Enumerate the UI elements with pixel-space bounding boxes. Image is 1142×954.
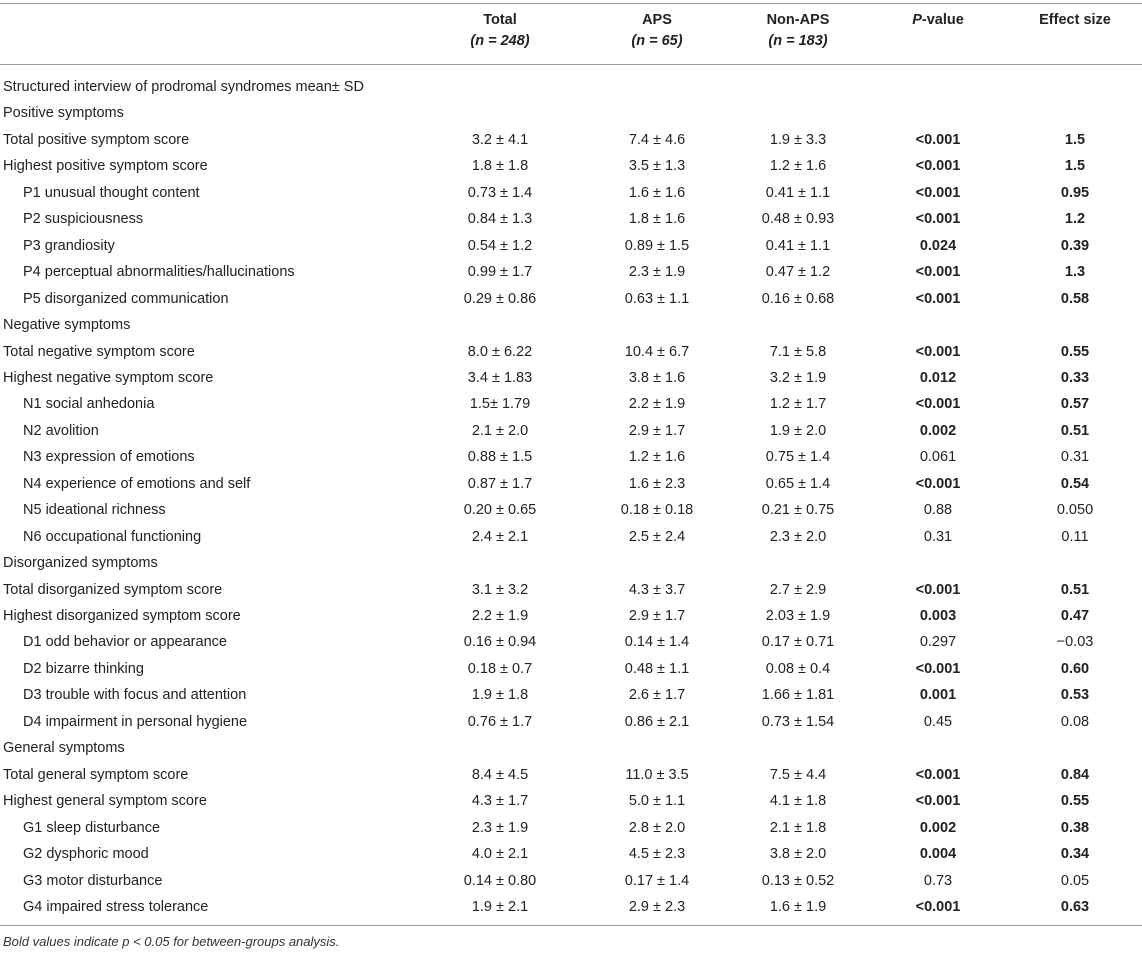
aps-value: 11.0 ± 3.5 (625, 766, 689, 783)
aps-value: 3.8 ± 1.6 (628, 369, 686, 386)
total-value: 3.2 ± 4.1 (471, 131, 529, 148)
aps-value: 1.2 ± 1.6 (628, 449, 686, 466)
row-label: Disorganized symptoms (3, 555, 158, 572)
table-row (0, 312, 1142, 338)
table-row (0, 603, 1142, 629)
table-row (0, 339, 1142, 365)
row-label: G2 dysphoric mood (23, 846, 149, 863)
row-label: Total general symptom score (3, 766, 189, 783)
p-value: 0.001 (919, 687, 957, 704)
nonaps-value: 0.48 ± 0.93 (761, 211, 835, 228)
row-label: P1 unusual thought content (23, 184, 200, 201)
nonaps-value: 0.65 ± 1.4 (765, 475, 831, 492)
row-label: N4 experience of emotions and self (23, 475, 251, 492)
total-value: 2.4 ± 2.1 (471, 528, 529, 545)
p-value: 0.004 (919, 846, 957, 863)
aps-value: 0.14 ± 1.4 (624, 634, 690, 651)
aps-value: 0.86 ± 2.1 (624, 713, 690, 730)
bottom-rule (0, 925, 1142, 926)
row-label: N6 occupational functioning (23, 528, 202, 545)
table-row (0, 233, 1142, 259)
header-aps (587, 10, 727, 56)
aps-value: 7.4 ± 4.6 (628, 131, 686, 148)
table-row (0, 762, 1142, 788)
effect-size-value: 0.53 (1060, 687, 1090, 704)
table-row (0, 153, 1142, 179)
header-total (430, 10, 570, 56)
row-label: Negative symptoms (3, 317, 131, 334)
p-value: <0.001 (915, 660, 961, 677)
p-value: <0.001 (915, 793, 961, 810)
effect-size-value: 0.84 (1060, 766, 1090, 783)
p-value: 0.88 (923, 502, 953, 519)
effect-size-value: 1.5 (1064, 131, 1086, 148)
p-value: 0.297 (919, 634, 957, 651)
total-value: 8.0 ± 6.22 (467, 343, 533, 360)
row-label: N1 social anhedonia (23, 396, 155, 413)
p-value: 0.024 (919, 237, 957, 254)
table-row (0, 391, 1142, 417)
total-value: 0.29 ± 0.86 (463, 290, 537, 307)
effect-size-value: 0.58 (1060, 290, 1090, 307)
p-value: 0.012 (919, 369, 957, 386)
table-row (0, 180, 1142, 206)
aps-value: 1.8 ± 1.6 (628, 211, 686, 228)
total-value: 0.20 ± 0.65 (463, 502, 537, 519)
total-value: 0.88 ± 1.5 (467, 449, 533, 466)
effect-size-value: 0.11 (1061, 528, 1089, 545)
row-label: D2 bizarre thinking (23, 660, 144, 677)
total-value: 0.76 ± 1.7 (467, 713, 533, 730)
table-row (0, 682, 1142, 708)
total-value: 0.84 ± 1.3 (467, 211, 533, 228)
effect-size-value: 0.60 (1060, 660, 1090, 677)
header-nonaps-label: Non-APS (766, 12, 830, 28)
aps-value: 10.4 ± 6.7 (624, 343, 690, 360)
nonaps-value: 1.9 ± 2.0 (769, 422, 827, 439)
row-label: G1 sleep disturbance (23, 819, 161, 836)
effect-size-value: 1.5 (1064, 158, 1086, 175)
aps-value: 2.8 ± 2.0 (628, 819, 686, 836)
p-value: 0.061 (919, 449, 957, 466)
row-label: Structured interview of prodromal syndromes mean± SD (3, 79, 364, 95)
total-value: 1.5± 1.79 (469, 396, 531, 413)
table-row (0, 286, 1142, 312)
effect-size-value: 0.57 (1060, 396, 1090, 413)
nonaps-value: 7.5 ± 4.4 (769, 766, 827, 783)
p-value: 0.002 (919, 819, 957, 836)
row-label: P4 perceptual abnormalities/hallucinations (23, 264, 295, 281)
total-value: 1.8 ± 1.8 (471, 158, 529, 175)
p-value: <0.001 (915, 264, 961, 281)
table-row (0, 259, 1142, 285)
header-total-label: Total (483, 12, 517, 28)
table-row (0, 841, 1142, 867)
effect-size-value: 0.08 (1060, 713, 1090, 730)
row-label: D4 impairment in personal hygiene (23, 713, 248, 730)
total-value: 0.73 ± 1.4 (467, 184, 533, 201)
header-effect-size (1008, 10, 1142, 56)
header-pvalue (868, 10, 1008, 56)
total-value: 0.16 ± 0.94 (463, 634, 537, 651)
total-value: 4.3 ± 1.7 (471, 793, 529, 810)
table-row (0, 735, 1142, 761)
total-value: 0.99 ± 1.7 (467, 264, 533, 281)
effect-size-value: 0.51 (1060, 581, 1090, 598)
top-rule (0, 3, 1142, 4)
total-value: 2.3 ± 1.9 (471, 819, 529, 836)
p-value: <0.001 (915, 766, 961, 783)
table-row (0, 100, 1142, 126)
header-pvalue-rest: -value (921, 12, 964, 28)
p-value: 0.003 (919, 608, 957, 624)
nonaps-value: 1.66 ± 1.81 (761, 687, 835, 704)
total-value: 8.4 ± 4.5 (471, 766, 529, 783)
nonaps-value: 0.16 ± 0.68 (761, 290, 835, 307)
row-label: G3 motor disturbance (23, 872, 163, 889)
effect-size-value: 1.3 (1064, 264, 1086, 281)
header-nonaps-n: (n = 183) (768, 33, 828, 49)
row-label: Highest general symptom score (3, 793, 207, 810)
aps-value: 2.3 ± 1.9 (628, 264, 686, 281)
aps-value: 3.5 ± 1.3 (628, 158, 686, 175)
effect-size-value: 1.2 (1064, 211, 1086, 228)
row-label: Positive symptoms (3, 105, 124, 122)
aps-value: 2.6 ± 1.7 (628, 687, 686, 704)
effect-size-value: 0.54 (1060, 475, 1090, 492)
aps-value: 2.9 ± 1.7 (628, 422, 686, 439)
table-row (0, 629, 1142, 655)
total-value: 2.2 ± 1.9 (471, 608, 529, 624)
p-value: 0.73 (923, 872, 953, 889)
aps-value: 2.9 ± 1.7 (628, 608, 686, 624)
effect-size-value: 0.63 (1060, 898, 1090, 915)
row-label: P5 disorganized communication (23, 290, 229, 307)
p-value: <0.001 (915, 131, 961, 148)
header-aps-label: APS (642, 12, 672, 28)
aps-value: 2.2 ± 1.9 (628, 396, 686, 413)
total-value: 4.0 ± 2.1 (471, 846, 529, 863)
row-label: P2 suspiciousness (23, 211, 144, 228)
aps-value: 2.9 ± 2.3 (628, 898, 686, 915)
effect-size-value: 0.47 (1060, 608, 1090, 624)
total-value: 0.87 ± 1.7 (467, 475, 533, 492)
nonaps-value: 0.21 ± 0.75 (761, 502, 835, 519)
nonaps-value: 0.73 ± 1.54 (761, 713, 835, 730)
nonaps-value: 0.08 ± 0.4 (765, 660, 831, 677)
aps-value: 0.89 ± 1.5 (624, 237, 690, 254)
p-value: <0.001 (915, 898, 961, 915)
table-row (0, 868, 1142, 894)
aps-value: 1.6 ± 1.6 (628, 184, 686, 201)
total-value: 0.54 ± 1.2 (467, 237, 533, 254)
aps-value: 5.0 ± 1.1 (628, 793, 686, 810)
row-label: Highest negative symptom score (3, 369, 214, 386)
row-label: P3 grandiosity (23, 237, 115, 254)
effect-size-value: 0.050 (1056, 502, 1094, 519)
effect-size-value: 0.55 (1060, 793, 1090, 810)
nonaps-value: 0.13 ± 0.52 (761, 872, 835, 889)
nonaps-value: 2.1 ± 1.8 (769, 819, 827, 836)
nonaps-value: 1.2 ± 1.6 (769, 158, 827, 175)
nonaps-value: 0.75 ± 1.4 (765, 449, 831, 466)
effect-size-value: 0.38 (1060, 819, 1090, 836)
effect-size-value: 0.95 (1060, 184, 1090, 201)
nonaps-value: 2.03 ± 1.9 (765, 608, 831, 624)
table-row (0, 894, 1142, 920)
p-value: <0.001 (915, 184, 961, 201)
total-value: 0.18 ± 0.7 (467, 660, 533, 677)
p-value: <0.001 (915, 475, 961, 492)
effect-size-value: −0.03 (1056, 634, 1094, 651)
table-row (0, 788, 1142, 814)
row-label: General symptoms (3, 740, 125, 757)
aps-value: 1.6 ± 2.3 (628, 475, 686, 492)
table-row (0, 444, 1142, 470)
effect-size-value: 0.39 (1060, 237, 1090, 254)
p-value: <0.001 (915, 396, 961, 413)
aps-value: 0.17 ± 1.4 (624, 872, 690, 889)
table-row (0, 815, 1142, 841)
aps-value: 2.5 ± 2.4 (628, 528, 686, 545)
nonaps-value: 1.9 ± 3.3 (769, 131, 827, 148)
header-rule (0, 64, 1142, 65)
row-label: D1 odd behavior or appearance (23, 634, 227, 651)
aps-value: 0.63 ± 1.1 (624, 290, 690, 307)
aps-value: 0.48 ± 1.1 (624, 660, 690, 677)
table-row (0, 524, 1142, 550)
nonaps-value: 1.2 ± 1.7 (769, 396, 827, 413)
row-label: Total positive symptom score (3, 131, 190, 148)
table-row (0, 656, 1142, 682)
total-value: 0.14 ± 0.80 (463, 872, 537, 889)
header-total-n: (n = 248) (470, 33, 530, 49)
row-label: N5 ideational richness (23, 502, 166, 519)
table-row (0, 577, 1142, 603)
header-aps-n: (n = 65) (631, 33, 683, 49)
p-value: <0.001 (915, 343, 961, 360)
table-row (0, 471, 1142, 497)
table-row (0, 206, 1142, 232)
effect-size-value: 0.33 (1060, 369, 1090, 386)
aps-value: 0.18 ± 0.18 (620, 502, 694, 519)
effect-size-value: 0.55 (1060, 343, 1090, 360)
total-value: 3.1 ± 3.2 (471, 581, 529, 598)
row-label: Total disorganized symptom score (3, 581, 223, 598)
nonaps-value: 0.17 ± 0.71 (761, 634, 835, 651)
nonaps-value: 2.3 ± 2.0 (769, 528, 827, 545)
header-nonaps (728, 10, 868, 56)
effect-size-value: 0.05 (1060, 872, 1090, 889)
row-label: N2 avolition (23, 422, 99, 439)
effect-size-value: 0.51 (1060, 422, 1090, 439)
effect-size-value: 0.31 (1060, 449, 1090, 466)
nonaps-value: 3.2 ± 1.9 (769, 369, 827, 386)
nonaps-value: 0.47 ± 1.2 (765, 264, 831, 281)
aps-value: 4.5 ± 2.3 (628, 846, 686, 863)
nonaps-value: 2.7 ± 2.9 (769, 581, 827, 598)
row-label: Total negative symptom score (3, 343, 195, 360)
table-row (0, 497, 1142, 523)
header-effect-size-label: Effect size (1039, 12, 1111, 28)
effect-size-value: 0.34 (1060, 846, 1090, 863)
row-label: Highest positive symptom score (3, 158, 208, 175)
p-value: <0.001 (915, 211, 961, 228)
table-row (0, 127, 1142, 153)
row-label: N3 expression of emotions (23, 449, 195, 466)
row-label: Highest disorganized symptom score (3, 608, 241, 624)
table-row (0, 709, 1142, 735)
total-value: 3.4 ± 1.83 (467, 369, 533, 386)
aps-value: 4.3 ± 3.7 (628, 581, 686, 598)
row-label: G4 impaired stress tolerance (23, 898, 209, 915)
p-value: <0.001 (915, 158, 961, 175)
header-pvalue-p: P (912, 12, 922, 28)
total-value: 1.9 ± 1.8 (471, 687, 529, 704)
table-row (0, 418, 1142, 444)
p-value: 0.45 (923, 713, 953, 730)
table-footnote: Bold values indicate p < 0.05 for between-groups analysis. (3, 934, 340, 949)
nonaps-value: 7.1 ± 5.8 (769, 343, 827, 360)
total-value: 1.9 ± 2.1 (471, 898, 529, 915)
table-row (0, 365, 1142, 391)
nonaps-value: 1.6 ± 1.9 (769, 898, 827, 915)
table-row (0, 74, 1142, 100)
table-row (0, 550, 1142, 576)
p-value: 0.31 (923, 528, 953, 545)
nonaps-value: 4.1 ± 1.8 (769, 793, 827, 810)
nonaps-value: 0.41 ± 1.1 (765, 184, 831, 201)
nonaps-value: 0.41 ± 1.1 (765, 237, 831, 254)
row-label: D3 trouble with focus and attention (23, 687, 247, 704)
total-value: 2.1 ± 2.0 (471, 422, 529, 439)
p-value: <0.001 (915, 290, 961, 307)
nonaps-value: 3.8 ± 2.0 (769, 846, 827, 863)
p-value: 0.002 (919, 422, 957, 439)
p-value: <0.001 (915, 581, 961, 598)
